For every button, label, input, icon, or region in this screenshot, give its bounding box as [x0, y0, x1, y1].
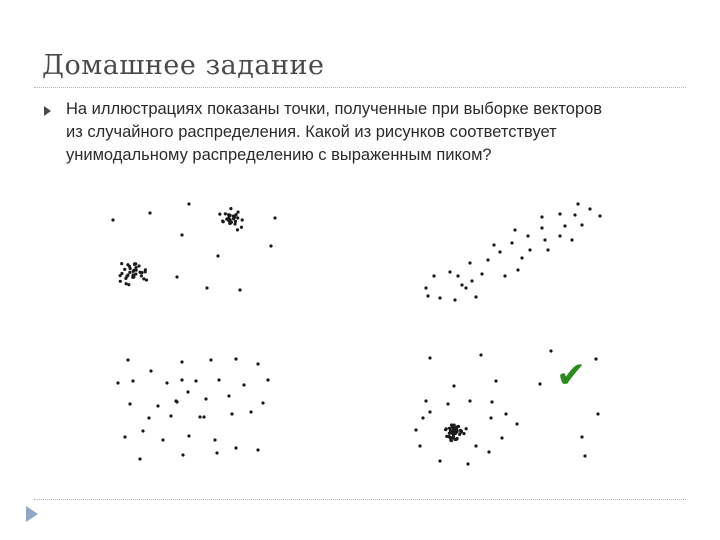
scatter-point [126, 274, 129, 277]
scatter-point [528, 248, 531, 251]
scatter-point [131, 273, 134, 276]
scatter-point [492, 243, 495, 246]
scatter-point [145, 278, 148, 281]
scatter-point [222, 220, 225, 223]
scatter-point [513, 228, 516, 231]
scatter-point [576, 202, 579, 205]
scatter-point [464, 286, 467, 289]
scatter-point [127, 283, 130, 286]
scatter-point [129, 267, 132, 270]
scatter-point [236, 228, 239, 231]
scatter-point [187, 202, 190, 205]
scatter-point [540, 215, 543, 218]
scatter-point [249, 410, 252, 413]
scatter-point [269, 244, 272, 247]
scatter-point [198, 415, 201, 418]
scatter-point [446, 402, 449, 405]
scatter-point [149, 369, 152, 372]
scatter-point [261, 401, 264, 404]
scatter-point [161, 438, 164, 441]
scatter-point [120, 272, 123, 275]
scatter-point [438, 459, 441, 462]
panel-top-right [424, 202, 601, 301]
scatter-point [447, 435, 450, 438]
scatter-point [119, 280, 122, 283]
scatter-point [432, 274, 435, 277]
scatter-point [120, 262, 123, 265]
scatter-point [466, 462, 469, 465]
scatter-point [516, 268, 519, 271]
scatter-point [456, 274, 459, 277]
scatter-point [515, 422, 518, 425]
scatter-point [140, 274, 143, 277]
check-mark-icon: ✔ [556, 355, 587, 396]
scatter-point [540, 226, 543, 229]
scatter-point [465, 427, 468, 430]
scatter-point [580, 435, 583, 438]
scatter-point [234, 446, 237, 449]
scatter-point [424, 286, 427, 289]
scatter-point [428, 410, 431, 413]
scatter-point [273, 216, 276, 219]
scatter-point [438, 296, 441, 299]
scatter-point [140, 271, 143, 274]
scatter-point [229, 207, 232, 210]
scatter-point [462, 432, 465, 435]
scatter-point [148, 211, 151, 214]
scatter-point [543, 238, 546, 241]
scatter-point [125, 282, 128, 285]
scatter-point [224, 212, 227, 215]
scatter-point [218, 212, 221, 215]
page-title: Домашнее задание [42, 50, 325, 81]
scatter-point [504, 412, 507, 415]
scatter-point [131, 379, 134, 382]
scatter-point [169, 414, 172, 417]
scatter-point [453, 298, 456, 301]
scatter-point [594, 357, 597, 360]
scatter-point [236, 211, 239, 214]
scatter-point [165, 381, 168, 384]
scatter-point [598, 214, 601, 217]
scatter-point [175, 275, 178, 278]
scatter-point [202, 415, 205, 418]
question-line: На иллюстрациях показаны точки, полученные при выборке векторов [66, 100, 603, 118]
scatter-point [266, 378, 269, 381]
scatter-point [570, 238, 573, 241]
scatter-point [486, 258, 489, 261]
scatter-point [241, 218, 244, 221]
scatter-point [526, 234, 529, 237]
scatter-point [128, 271, 131, 274]
scatter-point [240, 226, 243, 229]
scatter-point [174, 399, 177, 402]
scatter-point [187, 434, 190, 437]
scatter-point [460, 283, 463, 286]
scatter-point [126, 358, 129, 361]
scatter-point [503, 274, 506, 277]
scatter-point [474, 295, 477, 298]
scatter-point [424, 399, 427, 402]
question-line: унимодальному распределению с выраженным пиком? [66, 146, 492, 164]
scatter-point [573, 213, 576, 216]
scatter-point [563, 224, 566, 227]
scatter-point [227, 213, 230, 216]
scatter-point [209, 358, 212, 361]
scatter-point [450, 439, 453, 442]
scatter-point [180, 378, 183, 381]
scatter-point [510, 241, 513, 244]
scatter-point [445, 427, 448, 430]
scatter-point [588, 207, 591, 210]
scatter-point [116, 381, 119, 384]
scatter-point [549, 349, 552, 352]
scatter-point [230, 220, 233, 223]
scatter-point [421, 416, 424, 419]
scatter-point [126, 263, 129, 266]
scatter-point [452, 434, 455, 437]
scatter-point [156, 404, 159, 407]
scatter-point [216, 254, 219, 257]
scatter-point [489, 416, 492, 419]
scatter-point [133, 263, 136, 266]
scatter-point [123, 435, 126, 438]
scatter-point [242, 383, 245, 386]
scatter-point [123, 268, 126, 271]
scatter-point [180, 233, 183, 236]
scatter-point [452, 384, 455, 387]
scatter-point [558, 234, 561, 237]
scatter-point [583, 454, 586, 457]
scatter-point [186, 390, 189, 393]
scatter-point [233, 216, 236, 219]
scatter-point [448, 270, 451, 273]
scatter-point [205, 286, 208, 289]
scatter-point [455, 430, 458, 433]
scatter-point [144, 268, 147, 271]
scatter-point [414, 428, 417, 431]
scatter-point [236, 216, 239, 219]
scatter-point [558, 212, 561, 215]
footer-divider [34, 499, 686, 500]
scatter-point [428, 356, 431, 359]
scatter-point [596, 412, 599, 415]
scatter-point [234, 220, 237, 223]
scatter-point [538, 382, 541, 385]
scatter-point [213, 438, 216, 441]
scatter-point [500, 436, 503, 439]
scatter-point [215, 451, 218, 454]
question-line: из случайного распределения. Какой из рисунков соответствует [66, 123, 557, 141]
scatter-point [227, 394, 230, 397]
scatter-point [458, 433, 461, 436]
scatter-point [141, 429, 144, 432]
scatter-point [181, 453, 184, 456]
scatter-point [498, 250, 501, 253]
scatter-point [256, 448, 259, 451]
scatter-point [494, 379, 497, 382]
panel-top-left [111, 202, 276, 291]
scatter-point [487, 450, 490, 453]
scatter-point [147, 416, 150, 419]
scatter-point [228, 218, 231, 221]
scatter-point [546, 248, 549, 251]
scatter-point [490, 400, 493, 403]
scatter-point [137, 264, 140, 267]
scatter-point [134, 266, 137, 269]
scatter-point [194, 379, 197, 382]
scatter-point [256, 362, 259, 365]
scatter-point [138, 457, 141, 460]
scatter-point [230, 412, 233, 415]
scatter-point [520, 256, 523, 259]
scatter-point [470, 279, 473, 282]
scatter-point [111, 218, 114, 221]
scatter-point [426, 294, 429, 297]
panel-bottom-left [116, 357, 269, 460]
scatter-point [580, 223, 583, 226]
scatter-point [233, 222, 236, 225]
scatter-point [180, 360, 183, 363]
scatter-point [474, 444, 477, 447]
scatter-point [479, 353, 482, 356]
scatter-point [217, 378, 220, 381]
scatter-point [204, 397, 207, 400]
scatter-point [128, 402, 131, 405]
scatter-point [480, 272, 483, 275]
scatter-point [238, 288, 241, 291]
scatter-point [468, 261, 471, 264]
scatter-point [456, 437, 459, 440]
scatter-point [468, 399, 471, 402]
scatter-point [418, 444, 421, 447]
scatter-point [453, 423, 456, 426]
scatter-point [124, 277, 127, 280]
scatter-point [457, 425, 460, 428]
nav-arrow-icon [26, 506, 38, 522]
scatter-point [133, 269, 136, 272]
scatter-point [234, 357, 237, 360]
scatter-point [460, 430, 463, 433]
